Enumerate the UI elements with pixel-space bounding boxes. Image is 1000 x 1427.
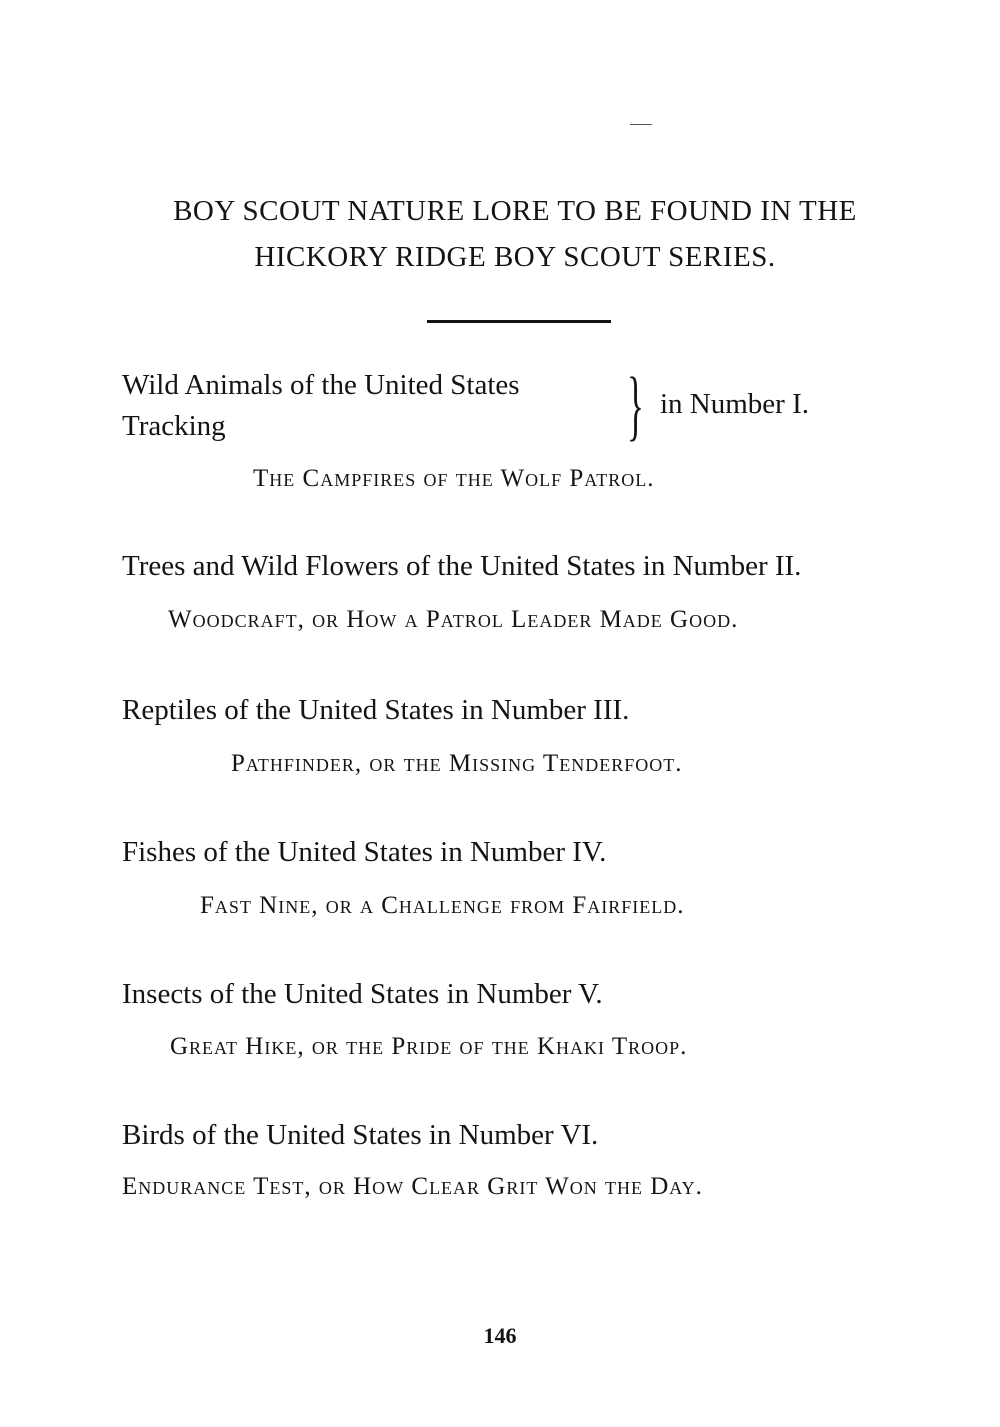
entry-number-one: in Number I. [660,388,809,420]
book-title-1: The Campfires of the Wolf Patrol. [253,465,655,492]
brace-glyph: } [627,361,644,448]
book-title-2: Woodcraft, or How a Patrol Leader Made Good. [168,606,739,633]
entry-trees-flowers: Trees and Wild Flowers of the United States in Number II. [122,550,802,582]
entry-birds: Birds of the United States in Number VI. [122,1119,599,1151]
entry-reptiles: Reptiles of the United States in Number III. [122,694,630,726]
book-title-6: Endurance Test, or How Clear Grit Won the Day. [122,1173,703,1200]
book-title-5: Great Hike, or the Pride of the Khaki Troop. [170,1033,688,1060]
entry-insects: Insects of the United States in Number V. [122,978,603,1010]
page-title-line-2: HICKORY RIDGE BOY SCOUT SERIES. [254,241,776,273]
page-number: 146 [483,1323,517,1348]
book-title-3: Pathfinder, or the Missing Tenderfoot. [231,750,683,777]
entry-fishes: Fishes of the United States in Number IV. [122,836,607,868]
page-title-line-1: BOY SCOUT NATURE LORE TO BE FOUND IN THE [173,195,857,227]
entry-wild-animals: Wild Animals of the United States [122,369,520,401]
book-title-4: Fast Nine, or a Challenge from Fairfield. [200,892,685,919]
entry-tracking: Tracking [122,410,226,442]
print-mark [630,124,652,128]
title-divider [427,320,611,323]
